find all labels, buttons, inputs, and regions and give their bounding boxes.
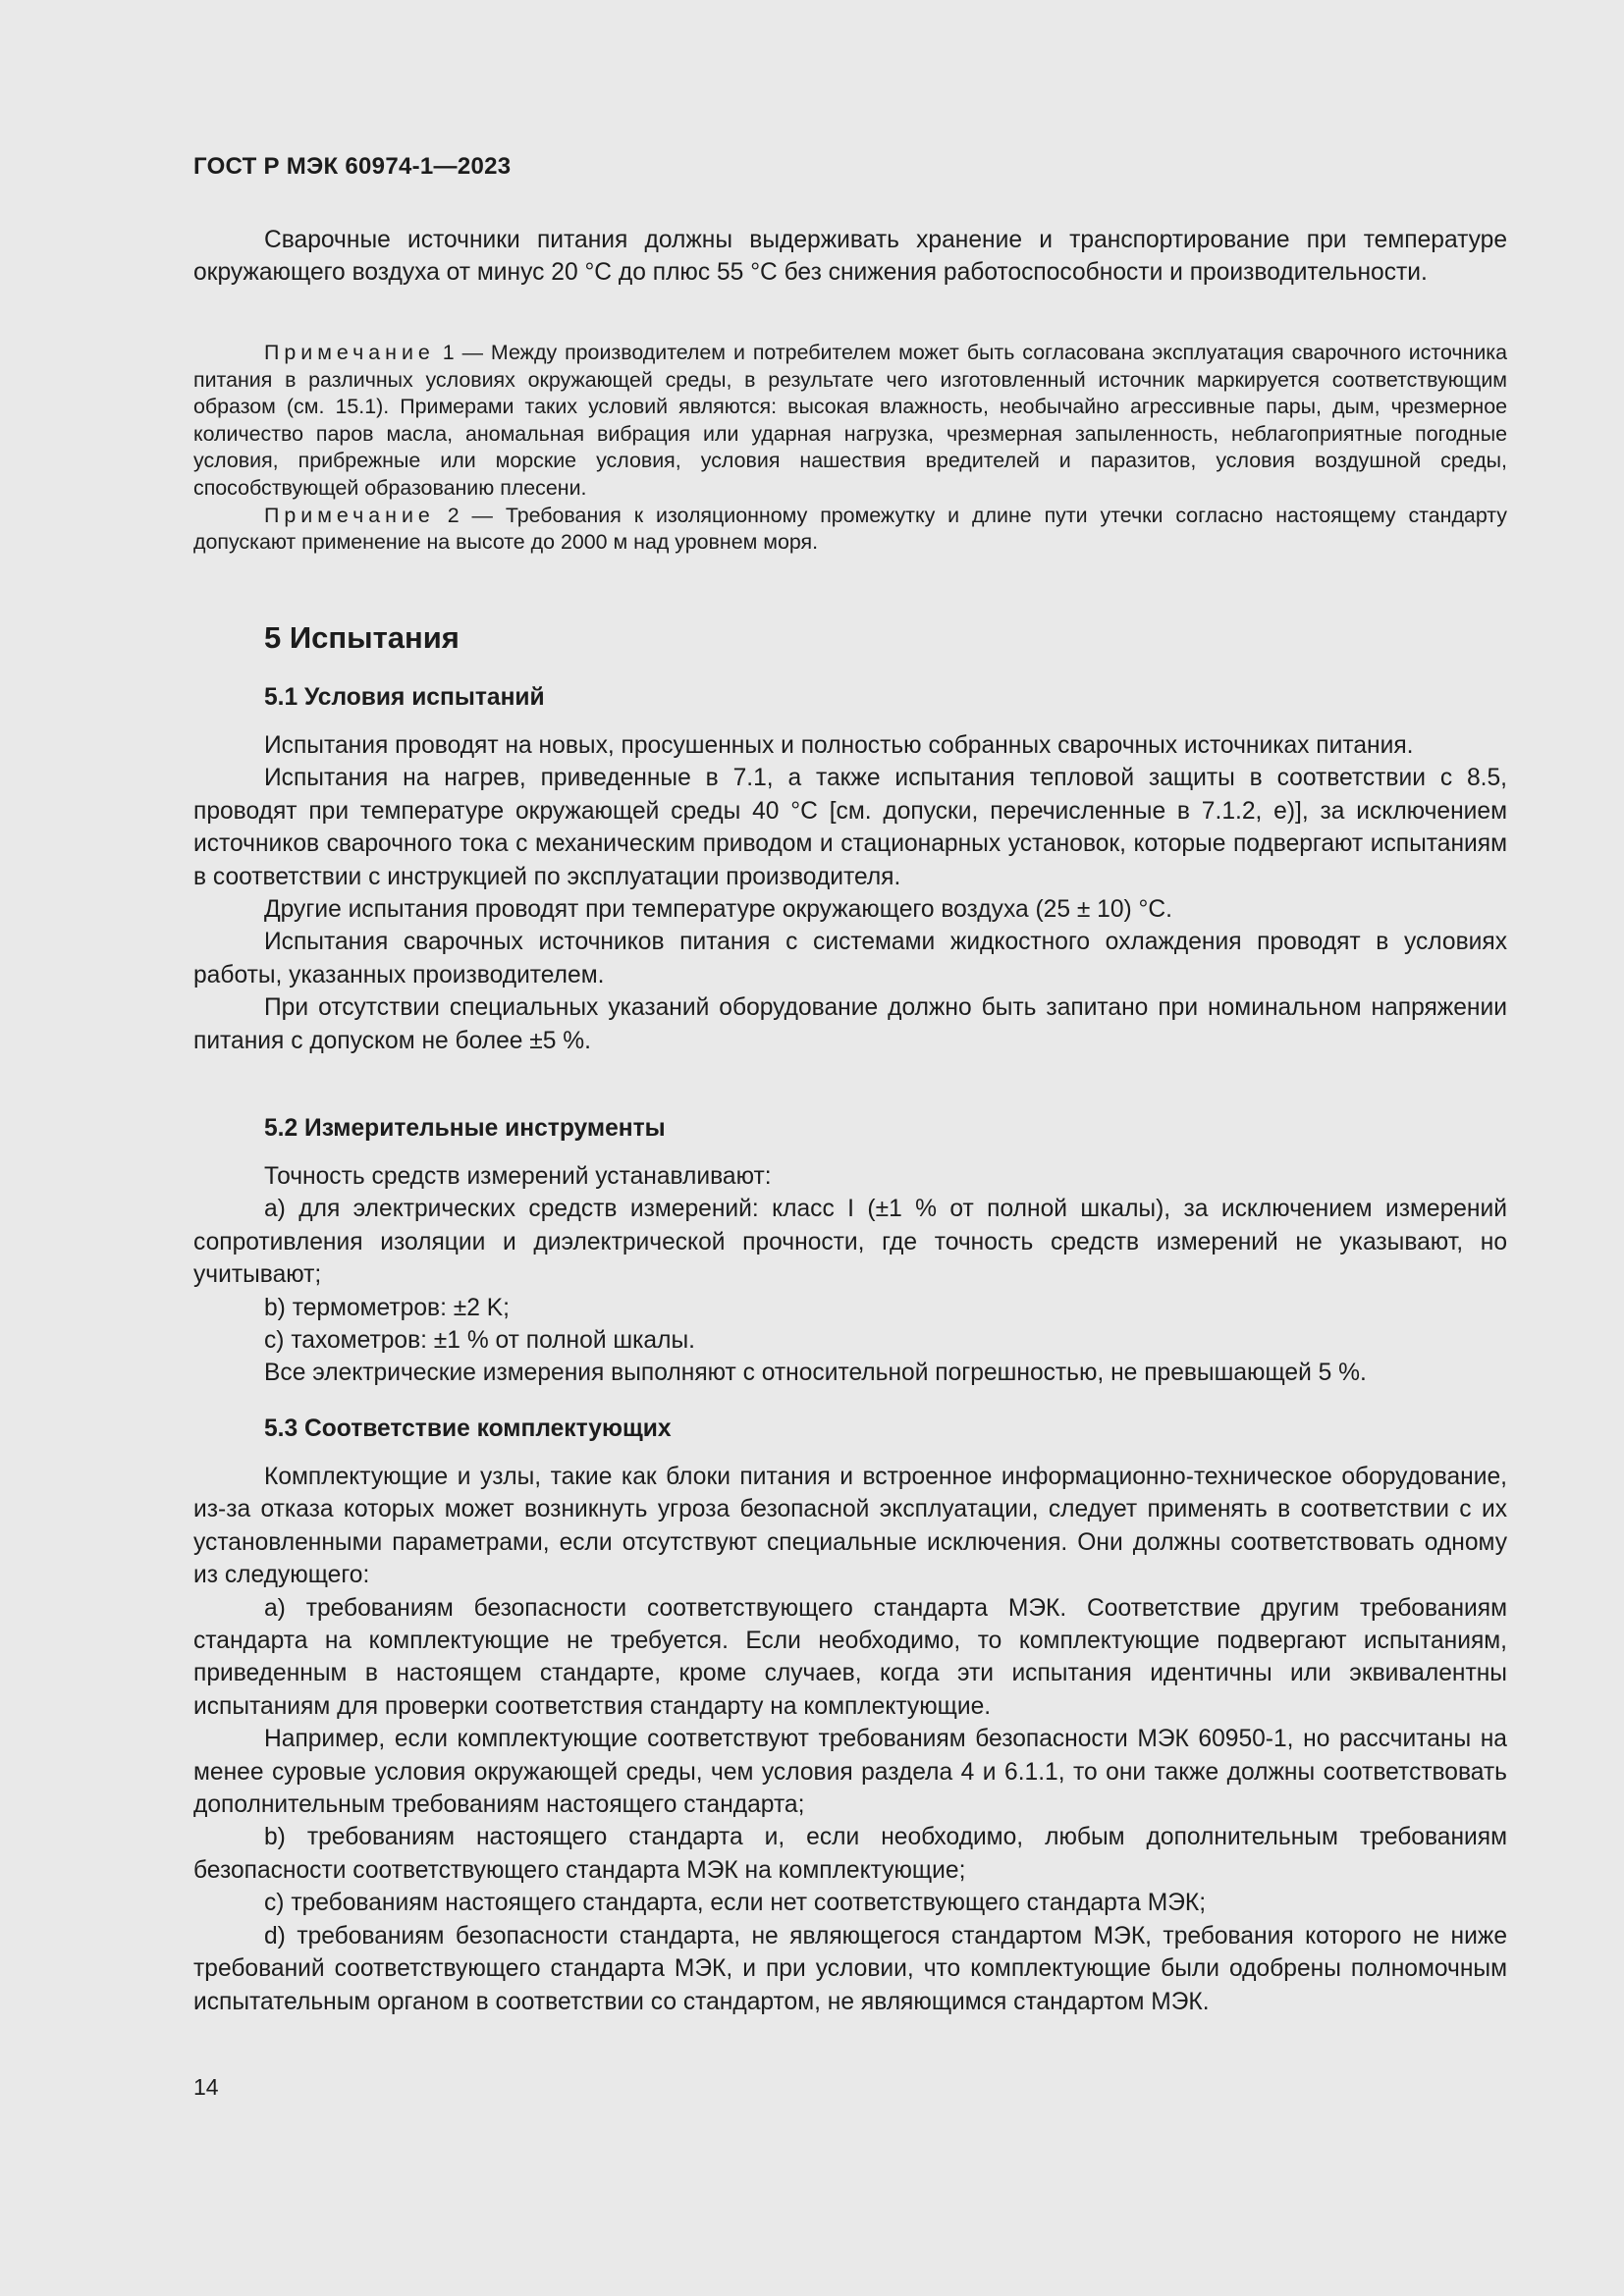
note-2-label: Примечание xyxy=(264,503,435,527)
s52-paragraph-1: Точность средств измерений устанавливают: xyxy=(264,1163,772,1190)
s52-paragraph-2: a) для электрических средств измерений: класс I (±1 % от полной шкалы), за исключением измерений сопротивления изоляции и диэлектрической прочности, где точность средств измерений не указывают, но учитывают; xyxy=(193,1196,1507,1289)
section-5-heading-block xyxy=(193,618,1507,658)
note-2 xyxy=(193,503,1507,557)
s51-paragraph-3: Другие испытания проводят при температуре окружающего воздуха (25 ± 10) °С. xyxy=(264,896,1172,924)
note-1-text: 1 — Между производителем и потребителем может быть согласована эксплуатация сварочного источника питания в различных условиях окружающей среды, в результате чего изготовленный источник маркируется соответствующим образом (см. 15.1). Примерами таких условий являются: высокая влажность, необычайно агрессивные пары, дым, чрезмерное количество паров масла, аномальная вибрация или ударная нагрузка, чрезмерная запыленность, неблагоприятные погодные условия, прибрежные или морские условия, условия нашествия вредителей и паразитов, условия воздушной среды, способствующей образованию плесени. xyxy=(193,341,1507,500)
intro-paragraph: Сварочные источники питания должны выдерживать хранение и транспортирование при температуре окружающего воздуха от минус 20 °С до плюс 55 °С без снижения работоспособности и производительности. xyxy=(193,227,1507,287)
notes-block xyxy=(193,340,1507,557)
s52-paragraph-3: b) термометров: ±2 K; xyxy=(264,1294,510,1321)
section-5-2-title: 5.2 Измерительные инструменты xyxy=(264,1115,666,1142)
s51-paragraph-1: Испытания проводят на новых, просушенных и полностью собранных сварочных источниках питания. xyxy=(264,732,1414,759)
section-5-title: 5 Испытания xyxy=(264,620,460,655)
s53-paragraph-4: b) требованиям настоящего стандарта и, если необходимо, любым дополнительным требованиям безопасности соответствующего стандарта МЭК на комплектующие; xyxy=(193,1824,1507,1884)
s52-paragraph-5: Все электрические измерения выполняют с относительной погрешностью, не превышающей 5 %. xyxy=(264,1360,1367,1387)
intro-block xyxy=(193,224,1507,290)
document-header: ГОСТ Р МЭК 60974-1—2023 xyxy=(193,153,512,180)
s53-paragraph-6: d) требованиям безопасности стандарта, не являющегося стандартом МЭК, требования которого не ниже требований соответствующего стандарта МЭК, и при условии, что комплектующие были одобрены полномочным испытательным органом в соответствии со стандартом, не являющимся стандартом МЭК. xyxy=(193,1922,1507,2015)
s53-paragraph-3: Например, если комплектующие соответствуют требованиям безопасности МЭК 60950-1, но рассчитаны на менее суровые условия окружающей среды, чем условия раздела 4 и 6.1.1, то они также должны соответствовать дополнительным требованиям настоящего стандарта; xyxy=(193,1726,1507,1819)
note-1 xyxy=(193,340,1507,503)
section-5-1-title: 5.1 Условия испытаний xyxy=(264,684,545,711)
s51-paragraph-4: Испытания сварочных источников питания с системами жидкостного охлаждения проводят в условиях работы, указанных производителем. xyxy=(193,929,1507,988)
note-2-text: 2 — Требования к изоляционному промежутку и длине пути утечки согласно настоящему стандарту допускают применение на высоте до 2000 м над уровнем моря. xyxy=(193,503,1507,555)
s52-paragraph-4: c) тахометров: ±1 % от полной шкалы. xyxy=(264,1327,695,1355)
page-number: 14 xyxy=(193,2074,219,2100)
section-5-3-heading-block xyxy=(193,1413,1507,1446)
s53-paragraph-2: a) требованиям безопасности соответствующего стандарта МЭК. Соответствие другим требованиям стандарта на комплектующие не требуется. Если необходимо, то комплектующие подвергают испытаниям, приведенным в настоящем стандарте, кроме случаев, когда эти испытания идентичны или эквивалентны испытаниям для проверки соответствия стандарту на комплектующие. xyxy=(193,1594,1507,1720)
s51-paragraph-2: Испытания на нагрев, приведенные в 7.1, а также испытания тепловой защиты в соответствии с 8.5, проводят при температуре окружающей среды 40 °С [см. допуски, перечисленные в 7.1.2, е)], за исключением источников сварочного тока с механическим приводом и стационарных установок, которые подвергают испытаниям в соответствии с инструкцией по эксплуатации производителя. xyxy=(193,765,1507,890)
section-5-2-heading-block xyxy=(193,1112,1507,1146)
s53-paragraph-5: c) требованиям настоящего стандарта, если нет соответствующего стандарта МЭК; xyxy=(264,1890,1207,1917)
section-5-1-body xyxy=(193,729,1507,1057)
section-5-2-body xyxy=(193,1160,1507,1390)
section-5-3-title: 5.3 Соответствие комплектующих xyxy=(264,1415,672,1442)
s51-paragraph-5: При отсутствии специальных указаний оборудование должно быть запитано при номинальном напряжении питания с допуском не более ±5 %. xyxy=(193,994,1507,1054)
note-1-label: Примечание xyxy=(264,341,435,364)
section-5-3-body xyxy=(193,1461,1507,2018)
section-5-1-heading-block xyxy=(193,681,1507,715)
s53-paragraph-1: Комплектующие и узлы, такие как блоки питания и встроенное информационно-техническое оборудование, из-за отказа которых может возникнуть угроза безопасной эксплуатации, следует применять в соответствии с их установленными параметрами, если отсутствуют специальные исключения. Они должны соответствовать одному из следующего: xyxy=(193,1464,1507,1589)
